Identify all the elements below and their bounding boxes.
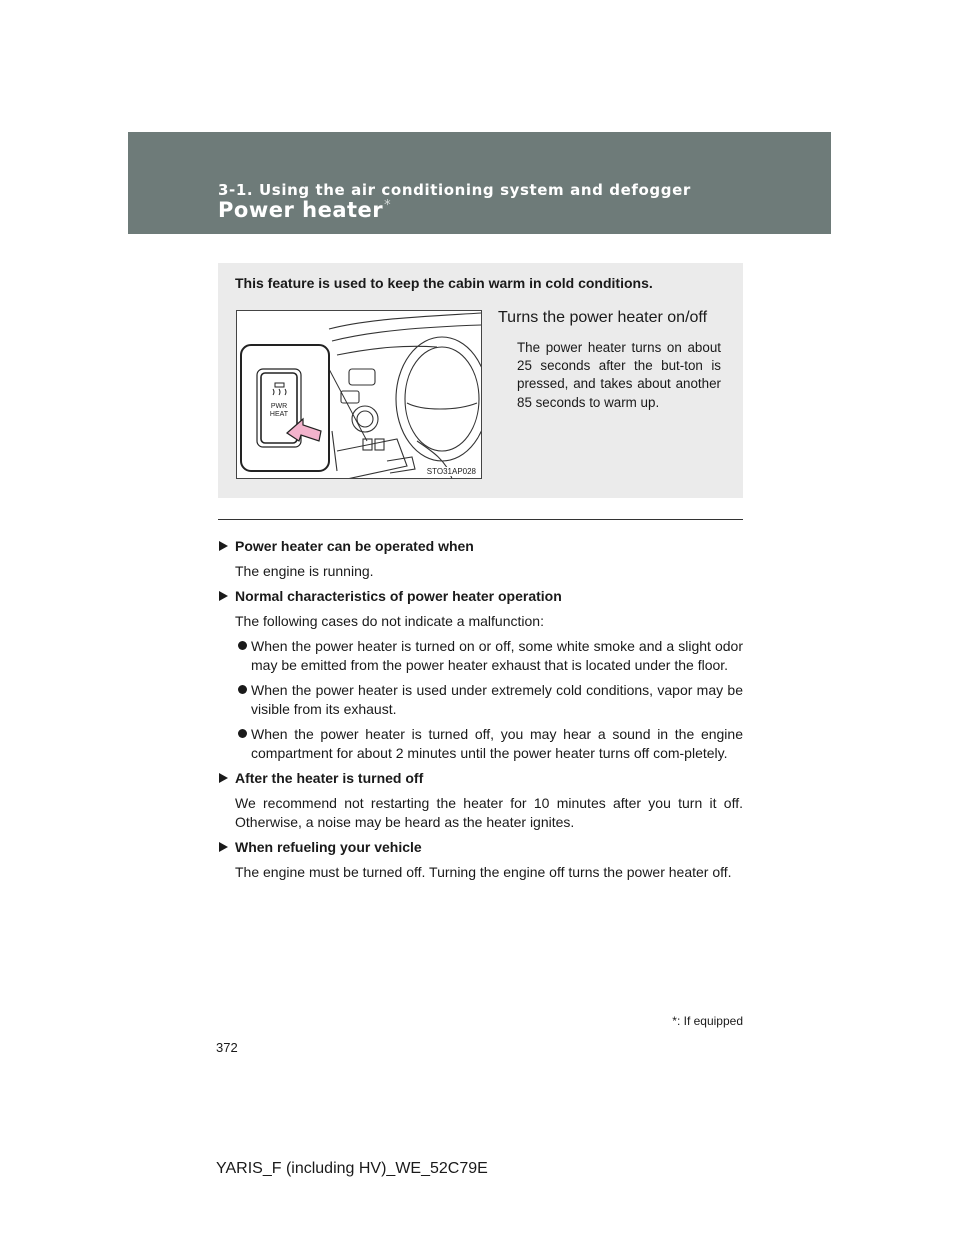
section-divider bbox=[218, 519, 743, 520]
note-bullet-text: When the power heater is used under extremely cold conditions, vapor may be visible from its exhaust. bbox=[251, 682, 743, 717]
note-heading bbox=[218, 587, 743, 606]
note-heading-text: Normal characteristics of power heater operation bbox=[235, 588, 562, 604]
bullet-dot-icon bbox=[238, 729, 247, 738]
bullet-dot-icon bbox=[238, 685, 247, 694]
callout-title: Turns the power heater on/off bbox=[498, 309, 708, 326]
note-heading-text: Power heater can be operated when bbox=[235, 538, 474, 554]
note-bullet-text: When the power heater is turned on or off, some white smoke and a slight odor may be emitted from the power heater exhaust that is located under the floor. bbox=[251, 638, 743, 673]
bullet-dot-icon bbox=[238, 641, 247, 650]
note-heading bbox=[218, 537, 743, 556]
page-title bbox=[218, 198, 391, 222]
note-heading bbox=[218, 838, 743, 857]
dashboard-illustration bbox=[237, 311, 482, 479]
notes-content bbox=[218, 537, 743, 888]
note-heading-text: After the heater is turned off bbox=[235, 770, 424, 786]
triangle-bullet-icon bbox=[219, 541, 228, 551]
note-paragraph: The engine must be turned off. Turning the engine off turns the power heater off. bbox=[235, 864, 732, 880]
section-label: 3-1. Using the air conditioning system and defogger bbox=[218, 181, 691, 199]
page-number: 372 bbox=[216, 1040, 238, 1055]
page-title-text: Power heater bbox=[218, 198, 384, 222]
note-bullet bbox=[218, 681, 743, 719]
info-panel bbox=[218, 263, 743, 498]
figure-code: STO31AP028 bbox=[426, 467, 476, 476]
power-heater-switch-illustration bbox=[236, 310, 482, 479]
switch-label-pwr: PWR bbox=[270, 403, 288, 410]
section-header bbox=[128, 132, 831, 234]
footnote-text: : If equipped bbox=[676, 1014, 743, 1028]
note-heading bbox=[218, 769, 743, 788]
note-bullet bbox=[218, 637, 743, 675]
callout-body: The power heater turns on about 25 seconds after the but-ton is pressed, and takes about another 85 seconds to warm up. bbox=[517, 340, 721, 410]
note-paragraph: The engine is running. bbox=[235, 563, 374, 579]
switch-label-heat: HEAT bbox=[269, 411, 289, 418]
document-code: YARIS_F (including HV)_WE_52C79E bbox=[216, 1160, 488, 1177]
note-paragraph: We recommend not restarting the heater for 10 minutes after you turn it off. Otherwise, a noise may be heard as the heater ignites. bbox=[235, 795, 743, 830]
note-bullet-text: When the power heater is turned off, you may hear a sound in the engine compartment for about 2 minutes until the power heater turns off com-pletely. bbox=[251, 726, 743, 761]
note-paragraph: The following cases do not indicate a malfunction: bbox=[235, 613, 544, 629]
triangle-bullet-icon bbox=[219, 842, 228, 852]
footnote-mark: * bbox=[672, 1014, 677, 1028]
triangle-bullet-icon bbox=[219, 591, 228, 601]
note-heading-text: When refueling your vehicle bbox=[235, 839, 422, 855]
triangle-bullet-icon bbox=[219, 773, 228, 783]
panel-intro: This feature is used to keep the cabin warm in cold conditions. bbox=[235, 275, 653, 291]
footnote bbox=[672, 1014, 743, 1028]
note-bullet bbox=[218, 725, 743, 763]
equipped-mark: * bbox=[384, 198, 392, 213]
